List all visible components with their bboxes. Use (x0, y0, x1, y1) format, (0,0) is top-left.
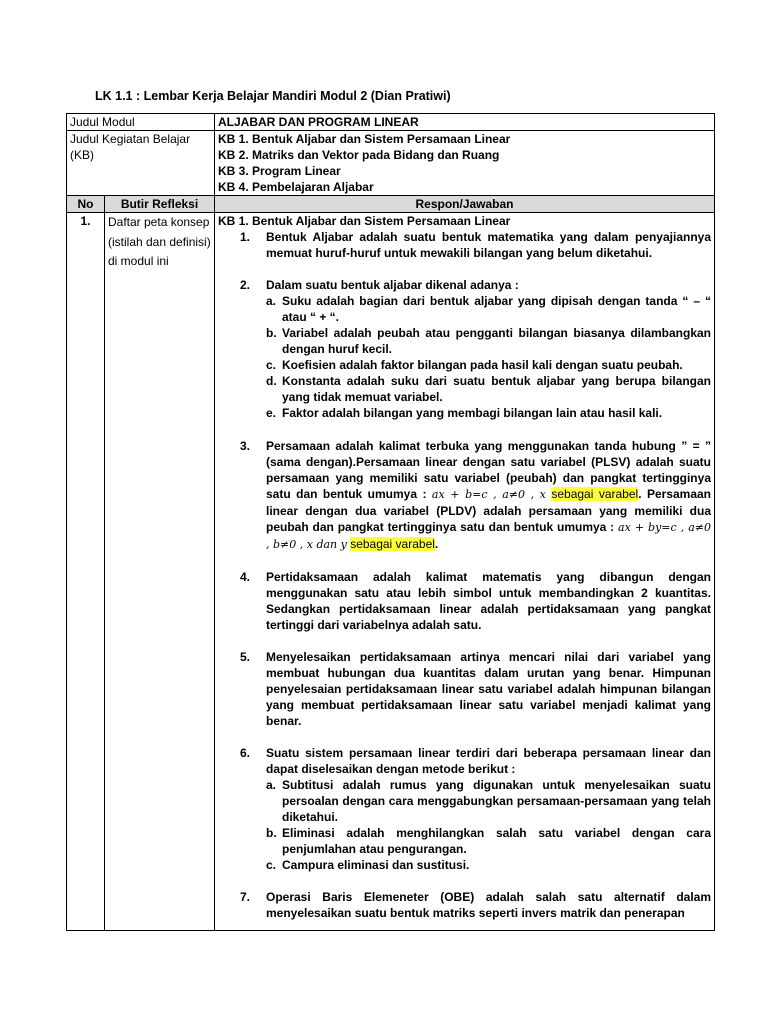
sub-item (218, 293, 711, 325)
item-text: Dalam suatu bentuk aljabar dikenal adanya : (266, 278, 519, 292)
math-formula: ax + b=c , a≠0 , x (431, 488, 546, 501)
item-number: 3. (240, 439, 251, 453)
response-cell (215, 213, 715, 931)
kb-title: KB 1. Bentuk Aljabar dan Sistem Persamaan Linear (218, 214, 511, 228)
table-header-row (67, 196, 715, 213)
sub-letter: b. (266, 326, 277, 340)
list-item (218, 229, 711, 261)
sub-item (218, 857, 711, 873)
sub-item (218, 777, 711, 825)
item-text: Persamaan adalah kalimat terbuka yang menggunakan tanda hubung ” = ” (sama dengan).Persamaan linear dengan satu variabel (PLSV) adalah suatu persamaan yang memiliki satu variabel (peubah) dan pangkat tertingginya satu dan bentuk umumya : (266, 439, 711, 501)
header-no: No (67, 196, 105, 213)
header-butir: Butir Refleksi (105, 196, 215, 213)
sub-item (218, 325, 711, 357)
reflection-row (67, 213, 715, 931)
sub-text: Variabel adalah peubah atau pengganti bilangan biasanya dilambangkan dengan huruf kecil. (282, 326, 711, 356)
item-text: Bentuk Aljabar adalah suatu bentuk matematika yang dalam penyajiannya memuat huruf-huruf untuk mewakili bilangan yang belum diketahui. (266, 230, 711, 260)
sub-text: Eliminasi adalah menghilangkan salah satu variabel dengan cara penjumlahan atau pengurangan. (282, 826, 711, 856)
sub-text: Koefisien adalah faktor bilangan pada hasil kali dengan suatu peubah. (282, 358, 683, 372)
list-item (218, 745, 711, 777)
sub-text: Suku adalah bagian dari bentuk aljabar yang dipisah dengan tanda “ – “ atau “ + “. (282, 294, 711, 324)
sub-item (218, 405, 711, 421)
activity-item: KB 4. Pembelajaran Aljabar (218, 180, 374, 194)
math-formula: ax + by=c , a≠0 , b≠0 , x dan y (266, 521, 711, 551)
list-item (218, 889, 711, 921)
item-number: 5. (240, 650, 251, 664)
sub-letter: a. (266, 778, 277, 792)
sub-item (218, 825, 711, 857)
module-value: ALJABAR DAN PROGRAM LINEAR (215, 114, 715, 131)
sub-letter: c. (266, 358, 277, 372)
item-number: 6. (240, 746, 251, 760)
item-number: 4. (240, 570, 251, 584)
list-item (218, 569, 711, 633)
item-number: 1. (240, 230, 251, 244)
sub-text: Konstanta adalah suku dari suatu bentuk aljabar yang berupa bilangan yang tidak memuat variabel. (282, 374, 711, 404)
sub-letter: e. (266, 406, 277, 420)
item-number: 2. (240, 278, 251, 292)
list-item (218, 649, 711, 729)
highlighted-text: sebagai varabel (350, 537, 435, 551)
item-text: . (434, 537, 439, 551)
sub-letter: c. (266, 858, 277, 872)
module-label: Judul Modul (67, 114, 215, 131)
activity-list (215, 131, 715, 196)
reflection-item: Daftar peta konsep (istilah dan definisi) di modul ini (105, 213, 215, 931)
sub-text: Campura eliminasi dan sustitusi. (282, 858, 470, 872)
item-text: Operasi Baris Elemeneter (OBE) adalah salah satu alternatif dalam menyelesaikan suatu bentuk matriks seperti invers matrik dan penerapan (266, 890, 711, 920)
sub-item (218, 373, 711, 405)
item-text: Suatu sistem persamaan linear terdiri dari beberapa persamaan linear dan dapat diselesaikan dengan metode berikut : (266, 746, 711, 776)
document-title: LK 1.1 : Lembar Kerja Belajar Mandiri Modul 2 (Dian Pratiwi) (95, 89, 451, 103)
item-text: Menyelesaikan pertidaksamaan artinya mencari nilai dari variabel yang membuat hubungan dua kuantitas dalam urutan yang benar. Himpunan penyelesaian pertidaksamaan linear satu variabel adalah himpunan bilangan yang membuat pertidaksamaan linear satu variabel menjadi kalimat yang benar. (266, 650, 711, 728)
sub-letter: d. (266, 374, 277, 388)
sub-item (218, 357, 711, 373)
worksheet-table (66, 113, 715, 931)
item-text: . Persamaan linear dengan dua variabel (PLDV) adalah persamaan yang memiliki dua peubah dan pangkat tertingginya satu dan bentuk umumya : (266, 487, 712, 534)
activity-item: KB 2. Matriks dan Vektor pada Bidang dan Ruang (218, 148, 500, 162)
header-respon: Respon/Jawaban (215, 196, 715, 213)
sub-letter: b. (266, 826, 277, 840)
sub-letter: a. (266, 294, 277, 308)
item-text: Pertidaksamaan adalah kalimat matematis yang dibangun dengan menggunakan satu atau lebih simbol untuk membandingkan 2 kuantitas. Sedangkan pertidaksamaan linear adalah pertidaksamaan yang pangkat tertinggi dari variabelnya adalah satu. (266, 570, 711, 632)
list-item (218, 277, 711, 293)
list-item (218, 438, 711, 553)
activity-row (67, 131, 715, 196)
row-number: 1. (67, 213, 105, 931)
highlighted-text: sebagai varabel (551, 487, 639, 501)
sub-text: Faktor adalah bilangan yang membagi bilangan lain atau hasil kali. (282, 406, 663, 420)
sub-text: Subtitusi adalah rumus yang digunakan untuk menyelesaikan suatu persoalan dengan cara menggabungkan persamaan-persamaan yang telah diketahui. (282, 778, 711, 824)
item-number: 7. (240, 890, 251, 904)
activity-item: KB 1. Bentuk Aljabar dan Sistem Persamaan Linear (218, 132, 511, 146)
activity-item: KB 3. Program Linear (218, 164, 341, 178)
activity-label: Judul Kegiatan Belajar (KB) (67, 131, 215, 196)
module-row (67, 114, 715, 131)
